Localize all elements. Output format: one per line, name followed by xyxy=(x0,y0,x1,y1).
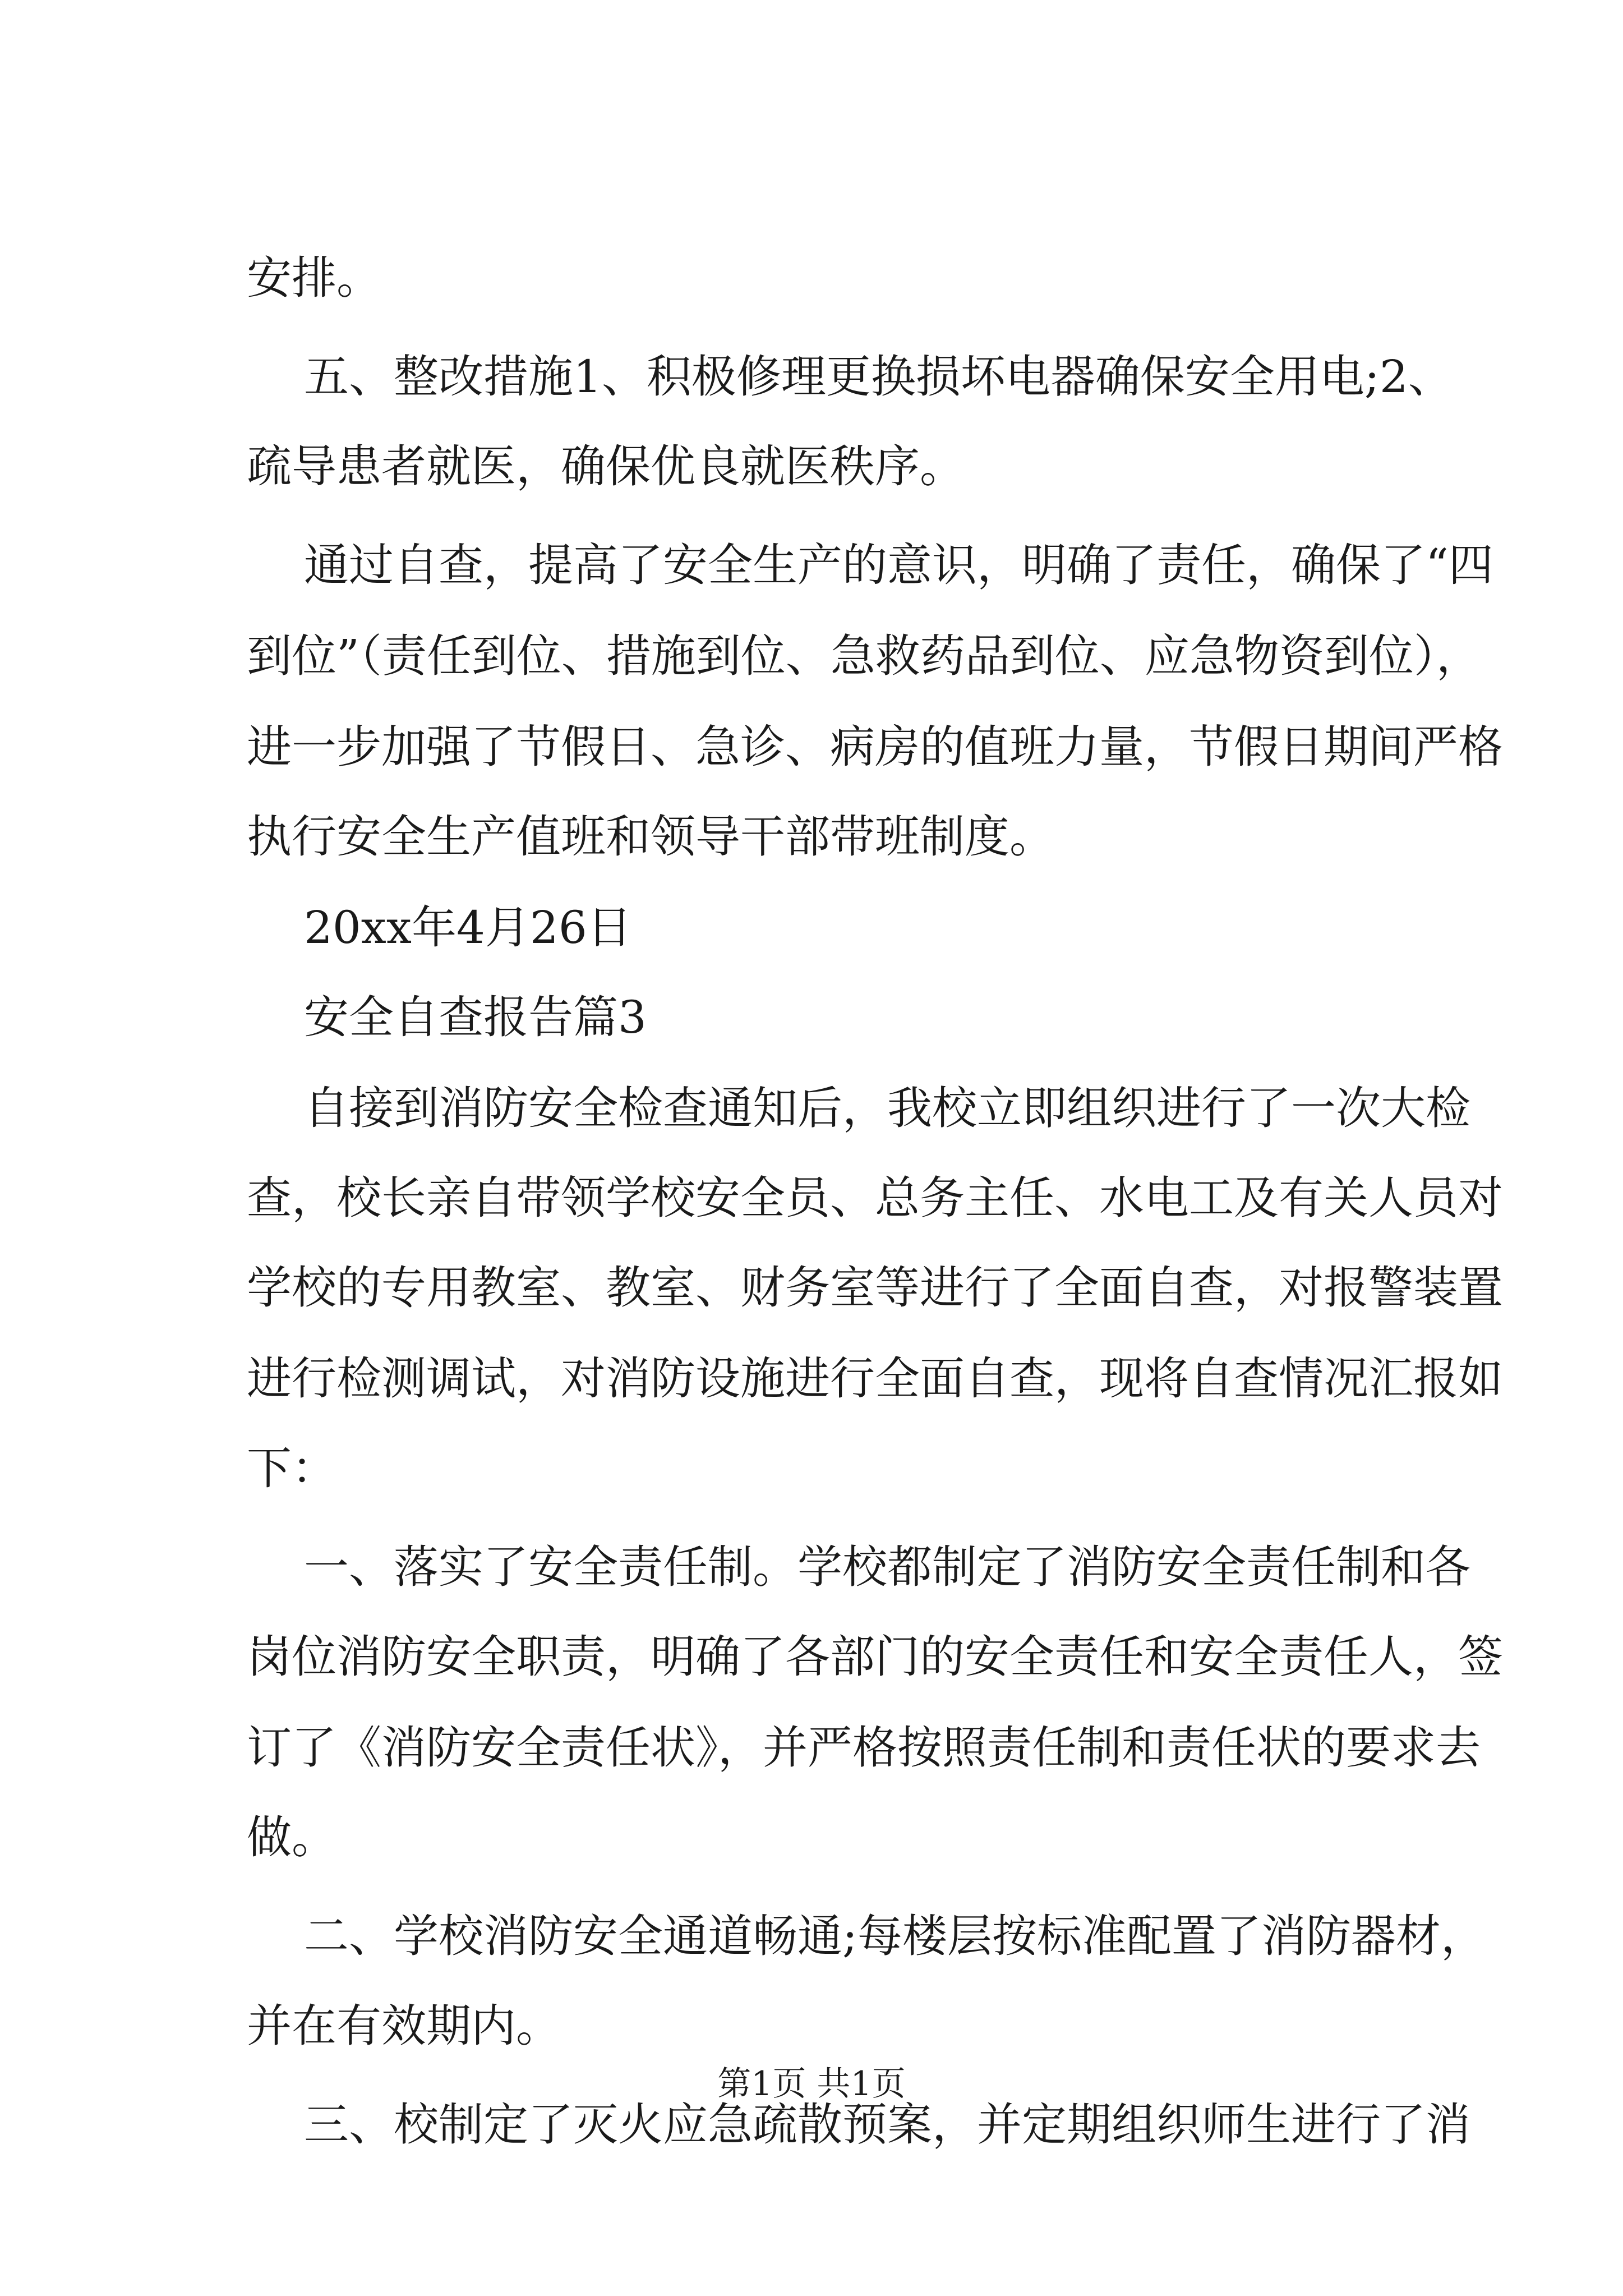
section-heading: 安全自查报告篇3 xyxy=(304,991,647,1043)
text-line: 到位”（责任到位、措施到位、急救药品到位、应急物资到位）， xyxy=(247,630,1481,682)
text-line: 岗位消防安全职责，明确了各部门的安全责任和安全责任人，签 xyxy=(247,1631,1503,1683)
text-line: 学校的专用教室、教室、财务室等进行了全面自查，对报警装置 xyxy=(247,1262,1503,1314)
text-line: 进一步加强了节假日、急诊、病房的值班力量，节假日期间严格 xyxy=(247,721,1503,773)
page-number-footer: 第1页 共1页 xyxy=(717,2064,906,2104)
text-line: 进行检测调试，对消防设施进行全面自查，现将自查情况汇报如 xyxy=(247,1352,1503,1405)
text-line: 一、落实了安全责任制。学校都制定了消防安全责任制和各 xyxy=(304,1541,1470,1593)
text-line: 订了《消防安全责任状》，并严格按照责任制和责任状的要求去 xyxy=(247,1722,1481,1774)
text-line: 通过自查，提高了安全生产的意识，明确了责任，确保了“四 xyxy=(304,539,1493,591)
text-line: 二、学校消防安全通道畅通;每楼层按标准配置了消防器材， xyxy=(304,1910,1486,1962)
text-line: 安排。 xyxy=(247,252,381,304)
text-line: 执行安全生产值班和领导干部带班制度。 xyxy=(247,811,1054,863)
text-line: 下： xyxy=(247,1442,336,1494)
text-line: 并在有效期内。 xyxy=(247,2000,561,2052)
text-line: 疏导患者就医，确保优良就医秩序。 xyxy=(247,440,965,493)
text-line: 做。 xyxy=(247,1811,336,1864)
text-line: 三、校制定了灭火应急疏散预案，并定期组织师生进行了消 xyxy=(304,2099,1470,2151)
text-line: 五、整改措施1、积极修理更换损坏电器确保安全用电;2、 xyxy=(304,351,1453,403)
date-line: 20xx年4月26日 xyxy=(304,901,632,954)
text-line: 自接到消防安全检查通知后，我校立即组织进行了一次大检 xyxy=(304,1082,1470,1134)
text-line: 查，校长亲自带领学校安全员、总务主任、水电工及有关人员对 xyxy=(247,1172,1503,1224)
